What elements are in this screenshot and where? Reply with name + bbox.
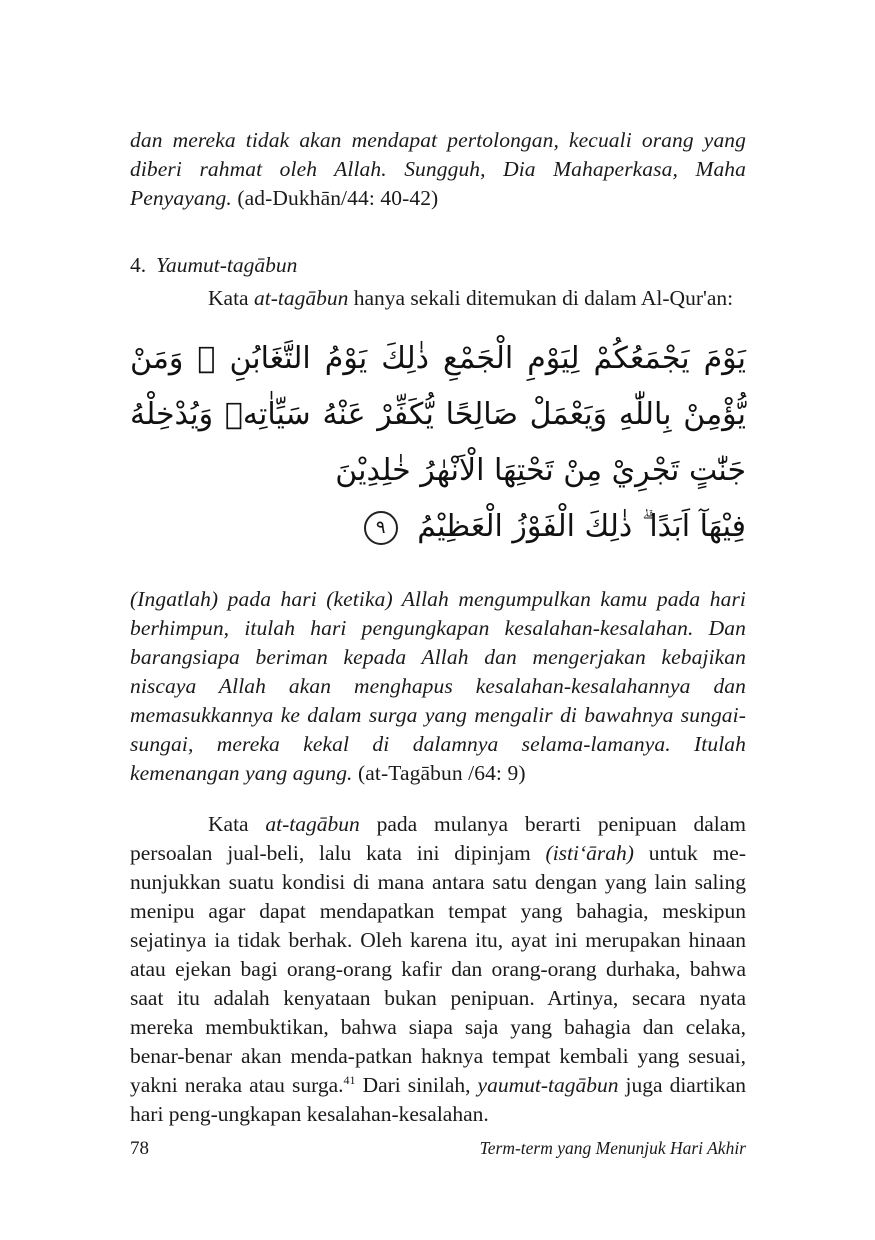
body-s5: juga diartikan hari peng-ungkapan kesalahan-kesalahan.	[130, 1073, 746, 1126]
arabic-line-3-wrap	[130, 499, 746, 555]
section-title: Yaumut-tagābun	[156, 253, 298, 277]
body-s2: pada mulanya berarti penipuan dalam persoalan jual-beli, lalu kata ini dipinjam	[130, 812, 746, 865]
page-number: 78	[130, 1138, 149, 1159]
body-s1: Kata	[208, 812, 266, 836]
body-term-2: (isti‘ārah)	[545, 841, 634, 865]
intro-term: at-tagābun	[253, 286, 349, 310]
translation-reference: (at-Tagābun /64: 9)	[358, 761, 526, 785]
body-paragraph	[130, 810, 746, 1129]
footnote-marker[interactable]: 41	[343, 1072, 356, 1087]
section-number: 4.	[130, 253, 147, 277]
arabic-verse	[130, 331, 746, 555]
arabic-line-2: يُّكَفِّرْ عَنْهُ سَيِّاٰتِهٖ وَيُدْخِلْهُ جَنّٰتٍ تَجْرِيْ مِنْ تَحْتِهَا الْاَنْهٰرُ خٰلِدِيْنَ	[130, 397, 746, 488]
verse-translation	[130, 585, 746, 788]
page-footer	[130, 1138, 746, 1160]
intro-pre: Kata	[208, 286, 254, 310]
body-term-3: yaumut-tagābun	[477, 1073, 619, 1097]
top-quote-text: dan mereka tidak akan mendapat pertolongan, kecuali orang yang diberi rahmat oleh Allah. Sungguh, Dia Mahaperkasa, Maha Penyayang.	[130, 128, 746, 210]
intro-post: hanya sekali ditemukan di dalam Al-Qur'an:	[348, 286, 734, 310]
translation-text: (Ingatlah) pada hari (ketika) Allah mengumpulkan kamu pada hari berhimpun, itulah hari pengungkapan kesalahan-kesalahan. Dan barangsiapa beriman kepada Allah dan mengerjakan kebajikan niscaya Allah akan menghapus kesalahan-kesalahannya dan memasukkannya ke dalam surga yang mengalir di bawahnya sungai-sungai, mereka kekal di dalamnya selama-lamanya. Itulah kemenangan yang agung.	[130, 587, 746, 785]
intro-line	[130, 284, 746, 313]
body-term-1: at-tagābun	[265, 812, 360, 836]
arabic-line-1: يَوْمَ يَجْمَعُكُمْ لِيَوْمِ الْجَمْعِ ذٰلِكَ يَوْمُ التَّغَابُنِ ۗ وَمَنْ يُّؤْمِنْ بِاللّٰهِ وَيَعْمَلْ صَالِحًا	[130, 341, 746, 432]
section-heading	[130, 251, 746, 280]
ayah-number-marker: ٩	[364, 511, 398, 545]
top-quote-reference: (ad-Dukhān/44: 40-42)	[237, 186, 439, 210]
body-s4: Dari sinilah,	[355, 1073, 478, 1097]
top-quote	[130, 126, 746, 213]
body-s3: untuk me-nunjukkan suatu kondisi di mana antara satu dengan yang lain saling menipu agar dapat mendapatkan tempat yang bahagia, meskipun sejatinya ia tidak berhak. Oleh karena itu, ayat ini merupakan hinaan atau ejekan bagi orang-orang kafir dan orang-orang durhaka, bahwa saat itu adalah kenyataan bukan penipuan. Artinya, secara nyata mereka membuktikan, bahwa siapa saja yang bahagia dan celaka, benar-benar akan menda-patkan haknya tempat kembali yang sesuai, yakni neraka atau surga.	[130, 841, 746, 1097]
arabic-line-3: فِيْهَآ اَبَدًا ۗ ذٰلِكَ الْفَوْزُ الْعَظِيْمُ	[417, 509, 746, 544]
page-content	[130, 126, 746, 1129]
running-title: Term-term yang Menunjuk Hari Akhir	[479, 1138, 746, 1158]
